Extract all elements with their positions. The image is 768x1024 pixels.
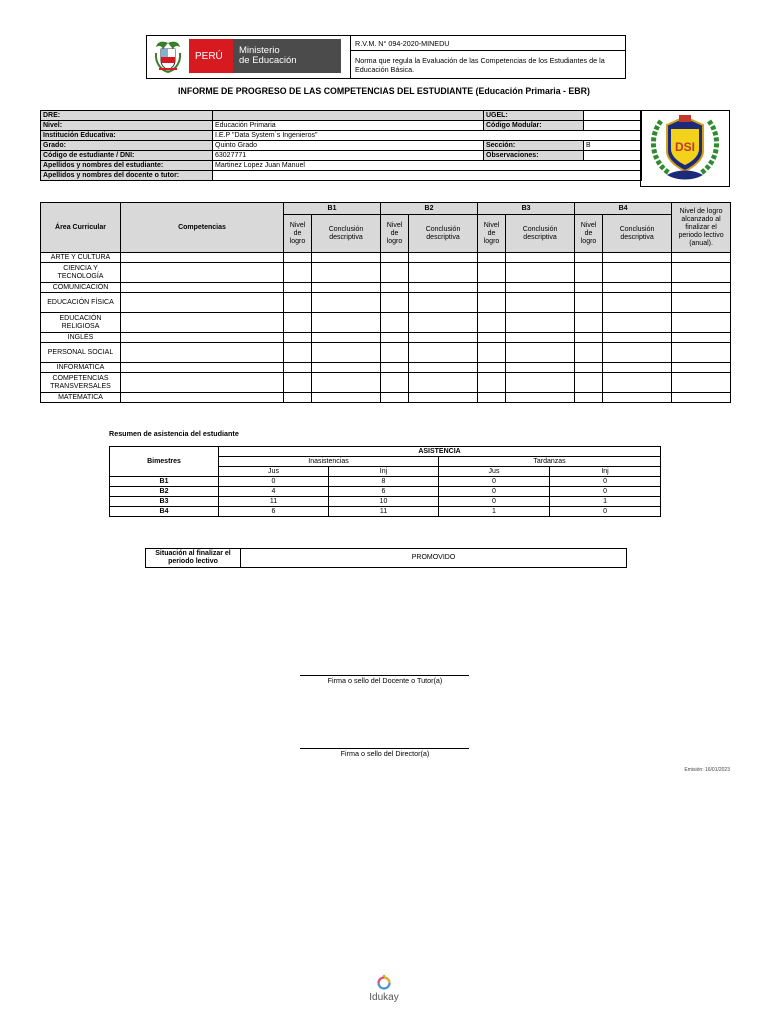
attendance-body (110, 477, 661, 517)
ina-inj-cell: 8 (329, 477, 439, 487)
grade-cell (506, 253, 575, 263)
grade-cell (478, 393, 506, 403)
institution-value: I.E.P "Data System´s Ingenieros" (213, 131, 642, 141)
area-name: INFORMATICA (41, 363, 121, 373)
b4-level-header: Nivel de logro (575, 215, 603, 253)
grade-cell (381, 293, 409, 313)
situation-value: PROMOVIDO (241, 549, 627, 568)
grade-cell (478, 263, 506, 283)
grade-cell (284, 283, 312, 293)
grade-cell (381, 363, 409, 373)
tar-jus-cell: 0 (439, 477, 550, 487)
grade-cell (603, 263, 672, 283)
grade-cell (312, 373, 381, 393)
grade-cell (478, 363, 506, 373)
ina-jus-header: Jus (219, 467, 329, 477)
bimestres-header: Bimestres (110, 447, 219, 477)
area-name: INGLÉS (41, 333, 121, 343)
grade-cell (284, 253, 312, 263)
b2-level-header: Nivel de logro (381, 215, 409, 253)
area-row (41, 363, 731, 373)
b3-level-header: Nivel de logro (478, 215, 506, 253)
peru-label: PERÚ (189, 39, 233, 73)
student-name-value: Martinez Lopez Juan Manuel (213, 161, 642, 171)
area-row (41, 333, 731, 343)
area-row (41, 393, 731, 403)
ina-jus-cell: 0 (219, 477, 329, 487)
ministry-line1: Ministerio (239, 45, 280, 56)
idukay-logo-icon (376, 974, 392, 990)
ugel-label: UGEL: (484, 111, 584, 121)
ina-inj-cell: 10 (329, 497, 439, 507)
grade-cell (312, 393, 381, 403)
grade-cell (121, 283, 284, 293)
grade-cell (506, 343, 575, 363)
teacher-name-label: Apellidos y nombres del docente o tutor: (41, 171, 213, 181)
ina-jus-cell: 11 (219, 497, 329, 507)
ina-jus-cell: 4 (219, 487, 329, 497)
grade-cell (506, 293, 575, 313)
ministry-label (233, 39, 341, 73)
grade-cell (575, 313, 603, 333)
grade-cell (381, 283, 409, 293)
grade-cell (409, 333, 478, 343)
grade-cell (409, 393, 478, 403)
bimestre-cell: B2 (110, 487, 219, 497)
bimestre-cell: B4 (110, 507, 219, 517)
grade-cell (672, 293, 731, 313)
grade-cell (575, 363, 603, 373)
grade-cell (409, 283, 478, 293)
grade-cell (672, 343, 731, 363)
tar-inj-cell: 1 (550, 497, 661, 507)
grade-cell (381, 253, 409, 263)
inasistencias-header: Inasistencias (219, 457, 439, 467)
competencies-body (41, 253, 731, 403)
grade-cell (478, 313, 506, 333)
grado-value: Quinto Grado (213, 141, 484, 151)
grade-cell (121, 373, 284, 393)
grade-cell (672, 363, 731, 373)
area-name: COMPETENCIAS TRANSVERSALES (41, 373, 121, 393)
b1-level-header: Nivel de logro (284, 215, 312, 253)
grade-cell (312, 333, 381, 343)
grade-cell (284, 363, 312, 373)
bimestre-cell: B1 (110, 477, 219, 487)
grade-cell (672, 283, 731, 293)
grade-cell (381, 343, 409, 363)
grade-cell (672, 253, 731, 263)
teacher-signature-label: Firma o sello del Docente o Tutor(a) (327, 676, 443, 685)
observations-value (584, 151, 642, 161)
b4-header: B4 (575, 203, 672, 215)
area-name: MATEMATICA (41, 393, 121, 403)
codmod-label: Código Modular: (484, 121, 584, 131)
grade-cell (506, 363, 575, 373)
grade-cell (672, 373, 731, 393)
grade-cell (409, 373, 478, 393)
grade-cell (312, 293, 381, 313)
tar-inj-cell: 0 (550, 487, 661, 497)
grade-cell (121, 263, 284, 283)
grade-cell (312, 283, 381, 293)
report-title: INFORME DE PROGRESO DE LAS COMPETENCIAS DEL ESTUDIANTE (Educación Primaria - EBR) (178, 86, 590, 96)
ina-inj-cell: 6 (329, 487, 439, 497)
dre-value (213, 111, 484, 121)
idukay-brand: Idukay (369, 992, 399, 1003)
attendance-title: Resumen de asistencia del estudiante (109, 429, 239, 438)
attendance-table (109, 446, 661, 517)
competencies-table (40, 202, 731, 403)
grade-cell (478, 343, 506, 363)
grade-cell (312, 363, 381, 373)
grade-cell (575, 393, 603, 403)
area-header: Área Curricular (41, 203, 121, 253)
student-code-label: Código de estudiante / DNI: (41, 151, 213, 161)
b2-conclusion-header: Conclusión descriptiva (409, 215, 478, 253)
area-row (41, 283, 731, 293)
grade-cell (312, 253, 381, 263)
school-logo-initials: DSI (674, 140, 696, 154)
b1-conclusion-header: Conclusión descriptiva (312, 215, 381, 253)
grade-cell (284, 393, 312, 403)
grade-cell (603, 333, 672, 343)
asistencia-header: ASISTENCIA (219, 447, 661, 457)
grade-cell (603, 283, 672, 293)
area-row (41, 343, 731, 363)
area-name: EDUCACIÓN FÍSICA (41, 293, 121, 313)
area-name: PERSONAL SOCIAL (41, 343, 121, 363)
grade-cell (312, 263, 381, 283)
ugel-value (584, 111, 642, 121)
grade-cell (603, 363, 672, 373)
grade-cell (284, 263, 312, 283)
ina-inj-header: Inj (329, 467, 439, 477)
school-logo-box (640, 110, 730, 187)
grade-cell (409, 343, 478, 363)
grade-cell (409, 363, 478, 373)
competencies-header: Competencias (121, 203, 284, 253)
tar-jus-cell: 1 (439, 507, 550, 517)
situation-label: Situación al finalizar el periodo lectivo (146, 549, 241, 568)
header-divider (350, 36, 351, 78)
grade-cell (506, 263, 575, 283)
dre-label: DRE: (41, 111, 213, 121)
tar-jus-cell: 0 (439, 497, 550, 507)
tar-inj-cell: 0 (550, 477, 661, 487)
emission-date: Emisión: 16/01/2023 (684, 767, 730, 773)
area-name: CIENCIA Y TECNOLOGÍA (41, 263, 121, 283)
b3-conclusion-header: Conclusión descriptiva (506, 215, 575, 253)
tar-jus-cell: 0 (439, 487, 550, 497)
nivel-value: Educación Primaria (213, 121, 484, 131)
grade-cell (672, 333, 731, 343)
grade-cell (506, 373, 575, 393)
student-info-table (40, 110, 642, 181)
director-signature-label: Firma o sello del Director(a) (340, 749, 430, 758)
grade-cell (121, 293, 284, 313)
ministry-line2: de Educación (239, 55, 297, 66)
teacher-name-value (213, 171, 642, 181)
grade-cell (603, 253, 672, 263)
grade-cell (506, 333, 575, 343)
institution-label: Institución Educativa: (41, 131, 213, 141)
grade-cell (381, 313, 409, 333)
grade-cell (284, 333, 312, 343)
grade-cell (478, 283, 506, 293)
grade-cell (409, 293, 478, 313)
grade-cell (672, 263, 731, 283)
situation-table (145, 548, 627, 568)
grade-cell (603, 343, 672, 363)
area-row (41, 293, 731, 313)
nivel-label: Nivel: (41, 121, 213, 131)
grade-cell (506, 313, 575, 333)
grade-cell (284, 293, 312, 313)
ina-inj-cell: 11 (329, 507, 439, 517)
grade-cell (121, 393, 284, 403)
grade-cell (672, 313, 731, 333)
final-level-header: Nivel de logro alcanzado al finalizar el periodo lectivo (anual). (672, 203, 731, 253)
peru-coat-of-arms-icon (153, 39, 183, 75)
grade-cell (381, 333, 409, 343)
grade-cell (409, 313, 478, 333)
bimestre-cell: B3 (110, 497, 219, 507)
area-name: COMUNICACIÓN (41, 283, 121, 293)
grade-cell (478, 333, 506, 343)
grade-cell (478, 373, 506, 393)
grade-cell (381, 393, 409, 403)
grade-cell (312, 343, 381, 363)
grade-cell (312, 313, 381, 333)
area-row (41, 263, 731, 283)
ina-jus-cell: 6 (219, 507, 329, 517)
grade-cell (121, 313, 284, 333)
b2-header: B2 (381, 203, 478, 215)
student-code-value: 63027771 (213, 151, 484, 161)
b1-header: B1 (284, 203, 381, 215)
attendance-row (110, 507, 661, 517)
grade-cell (381, 373, 409, 393)
grade-cell (381, 263, 409, 283)
area-name: EDUCACIÓN RELIGIOSA (41, 313, 121, 333)
grade-cell (603, 373, 672, 393)
grade-cell (284, 373, 312, 393)
attendance-row (110, 487, 661, 497)
grade-cell (603, 313, 672, 333)
grade-cell (409, 253, 478, 263)
area-row (41, 373, 731, 393)
grade-cell (121, 253, 284, 263)
grade-cell (603, 393, 672, 403)
student-name-label: Apellidos y nombres del estudiante: (41, 161, 213, 171)
grade-cell (575, 373, 603, 393)
b3-header: B3 (478, 203, 575, 215)
grade-cell (121, 363, 284, 373)
header (146, 35, 626, 79)
header-hline (350, 50, 626, 51)
tar-jus-header: Jus (439, 467, 550, 477)
attendance-row (110, 477, 661, 487)
resolution-text: R.V.M. N° 094-2020-MINEDU (355, 39, 450, 48)
b4-conclusion-header: Conclusión descriptiva (603, 215, 672, 253)
grade-cell (478, 293, 506, 313)
grade-cell (284, 313, 312, 333)
grade-cell (121, 333, 284, 343)
norm-text: Norma que regula la Evaluación de las Competencias de los Estudiantes de la Educación Básica. (355, 56, 605, 74)
grade-cell (284, 343, 312, 363)
tar-inj-header: Inj (550, 467, 661, 477)
grade-cell (478, 253, 506, 263)
attendance-row (110, 497, 661, 507)
grade-cell (575, 343, 603, 363)
school-crest-icon (641, 111, 729, 186)
area-row (41, 313, 731, 333)
codmod-value (584, 121, 642, 131)
grade-cell (506, 393, 575, 403)
area-name: ARTE Y CULTURA (41, 253, 121, 263)
tar-inj-cell: 0 (550, 507, 661, 517)
seccion-value: B (584, 141, 642, 151)
seccion-label: Sección: (484, 141, 584, 151)
grade-cell (121, 343, 284, 363)
observations-label: Observaciones: (484, 151, 584, 161)
grade-cell (575, 263, 603, 283)
grade-cell (575, 333, 603, 343)
grade-cell (672, 393, 731, 403)
tardanzas-header: Tardanzas (439, 457, 661, 467)
grade-cell (575, 253, 603, 263)
grade-cell (409, 263, 478, 283)
grado-label: Grado: (41, 141, 213, 151)
area-row (41, 253, 731, 263)
grade-cell (603, 293, 672, 313)
grade-cell (575, 283, 603, 293)
grade-cell (506, 283, 575, 293)
grade-cell (575, 293, 603, 313)
